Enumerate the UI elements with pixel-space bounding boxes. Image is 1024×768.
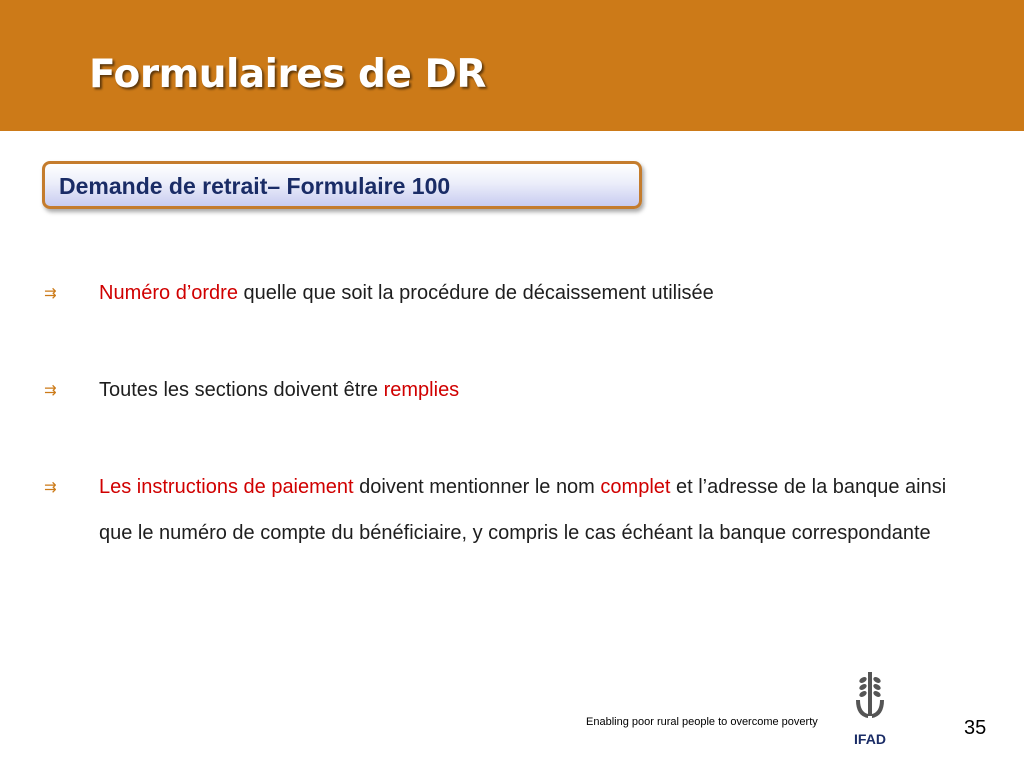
slide-subtitle: Demande de retrait– Formulaire 100 [59, 173, 451, 199]
bullet-segment: doivent mentionner le nom [353, 476, 601, 498]
footer-tagline: Enabling poor rural people to overcome poverty [586, 716, 818, 728]
ifad-logo [850, 668, 890, 748]
slide-title: Formulaires de DR [89, 52, 486, 97]
bullet-segment: Toutes les sections doivent être [99, 379, 384, 401]
bullet-text-2 [99, 367, 979, 413]
title-bar [0, 0, 1024, 131]
bullet-segment: Numéro d’ordre [99, 282, 238, 304]
arrow-bullet-icon: ⇉ [44, 284, 57, 302]
bullet-item-1 [44, 270, 1004, 316]
bullet-segment: Les instructions de paiement [99, 476, 354, 498]
subtitle-box [42, 161, 642, 209]
arrow-bullet-icon: ⇉ [44, 381, 57, 399]
bullet-item-3 [44, 464, 1004, 604]
arrow-bullet-icon: ⇉ [44, 478, 57, 496]
bullet-text-1 [99, 270, 979, 316]
bullet-segment: remplies [383, 379, 460, 401]
bullet-segment: et l’adresse de la banque ainsi que le numéro de compte du bénéficiaire, y compris le cas échéant la banque correspondante [99, 476, 947, 544]
bullet-text-3 [99, 464, 979, 556]
bullet-segment: complet [600, 476, 671, 498]
logo-label: IFAD [854, 731, 886, 747]
page-number: 35 [964, 717, 987, 739]
bullet-segment: quelle que soit la procédure de décaissement utilisée [237, 282, 714, 304]
bullet-item-2 [44, 367, 1004, 413]
